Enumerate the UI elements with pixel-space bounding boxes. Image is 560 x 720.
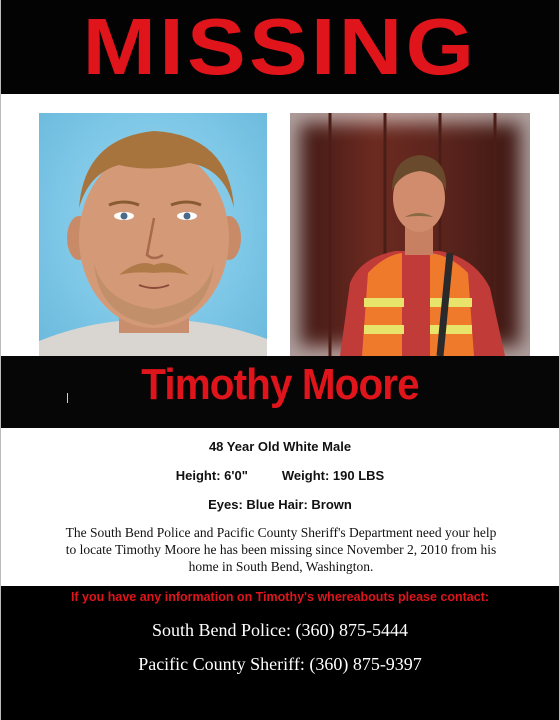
contact-pacific-county-sheriff: Pacific County Sheriff: (360) 875-9397 xyxy=(138,654,422,674)
headline: MISSING xyxy=(82,2,478,91)
outdoor-photo xyxy=(290,113,530,356)
age-description: 48 Year Old White Male xyxy=(208,439,352,454)
height-weight-line xyxy=(1,468,559,483)
text-cursor-mark xyxy=(67,393,68,403)
case-description: The South Bend Police and Pacific County Sheriff's Department need your help to locate Timothy Moore he has been missing since November 2, 2010 from his home in South Bend, Washington. xyxy=(65,525,497,574)
contact-bar xyxy=(1,586,559,720)
portrait-illustration xyxy=(39,113,267,356)
contact-south-bend-police: South Bend Police: (360) 875-5444 xyxy=(152,620,408,640)
outdoor-illustration xyxy=(290,113,530,356)
height-value: Height: 6'0" xyxy=(175,468,248,483)
person-name: Timothy Moore xyxy=(141,360,419,409)
contact-heading: If you have any information on Timothy's whereabouts please contact: xyxy=(70,590,490,604)
eyes-hair-line: Eyes: Blue Hair: Brown xyxy=(208,497,352,512)
weight-value: Weight: 190 LBS xyxy=(281,468,385,483)
portrait-photo xyxy=(39,113,267,356)
